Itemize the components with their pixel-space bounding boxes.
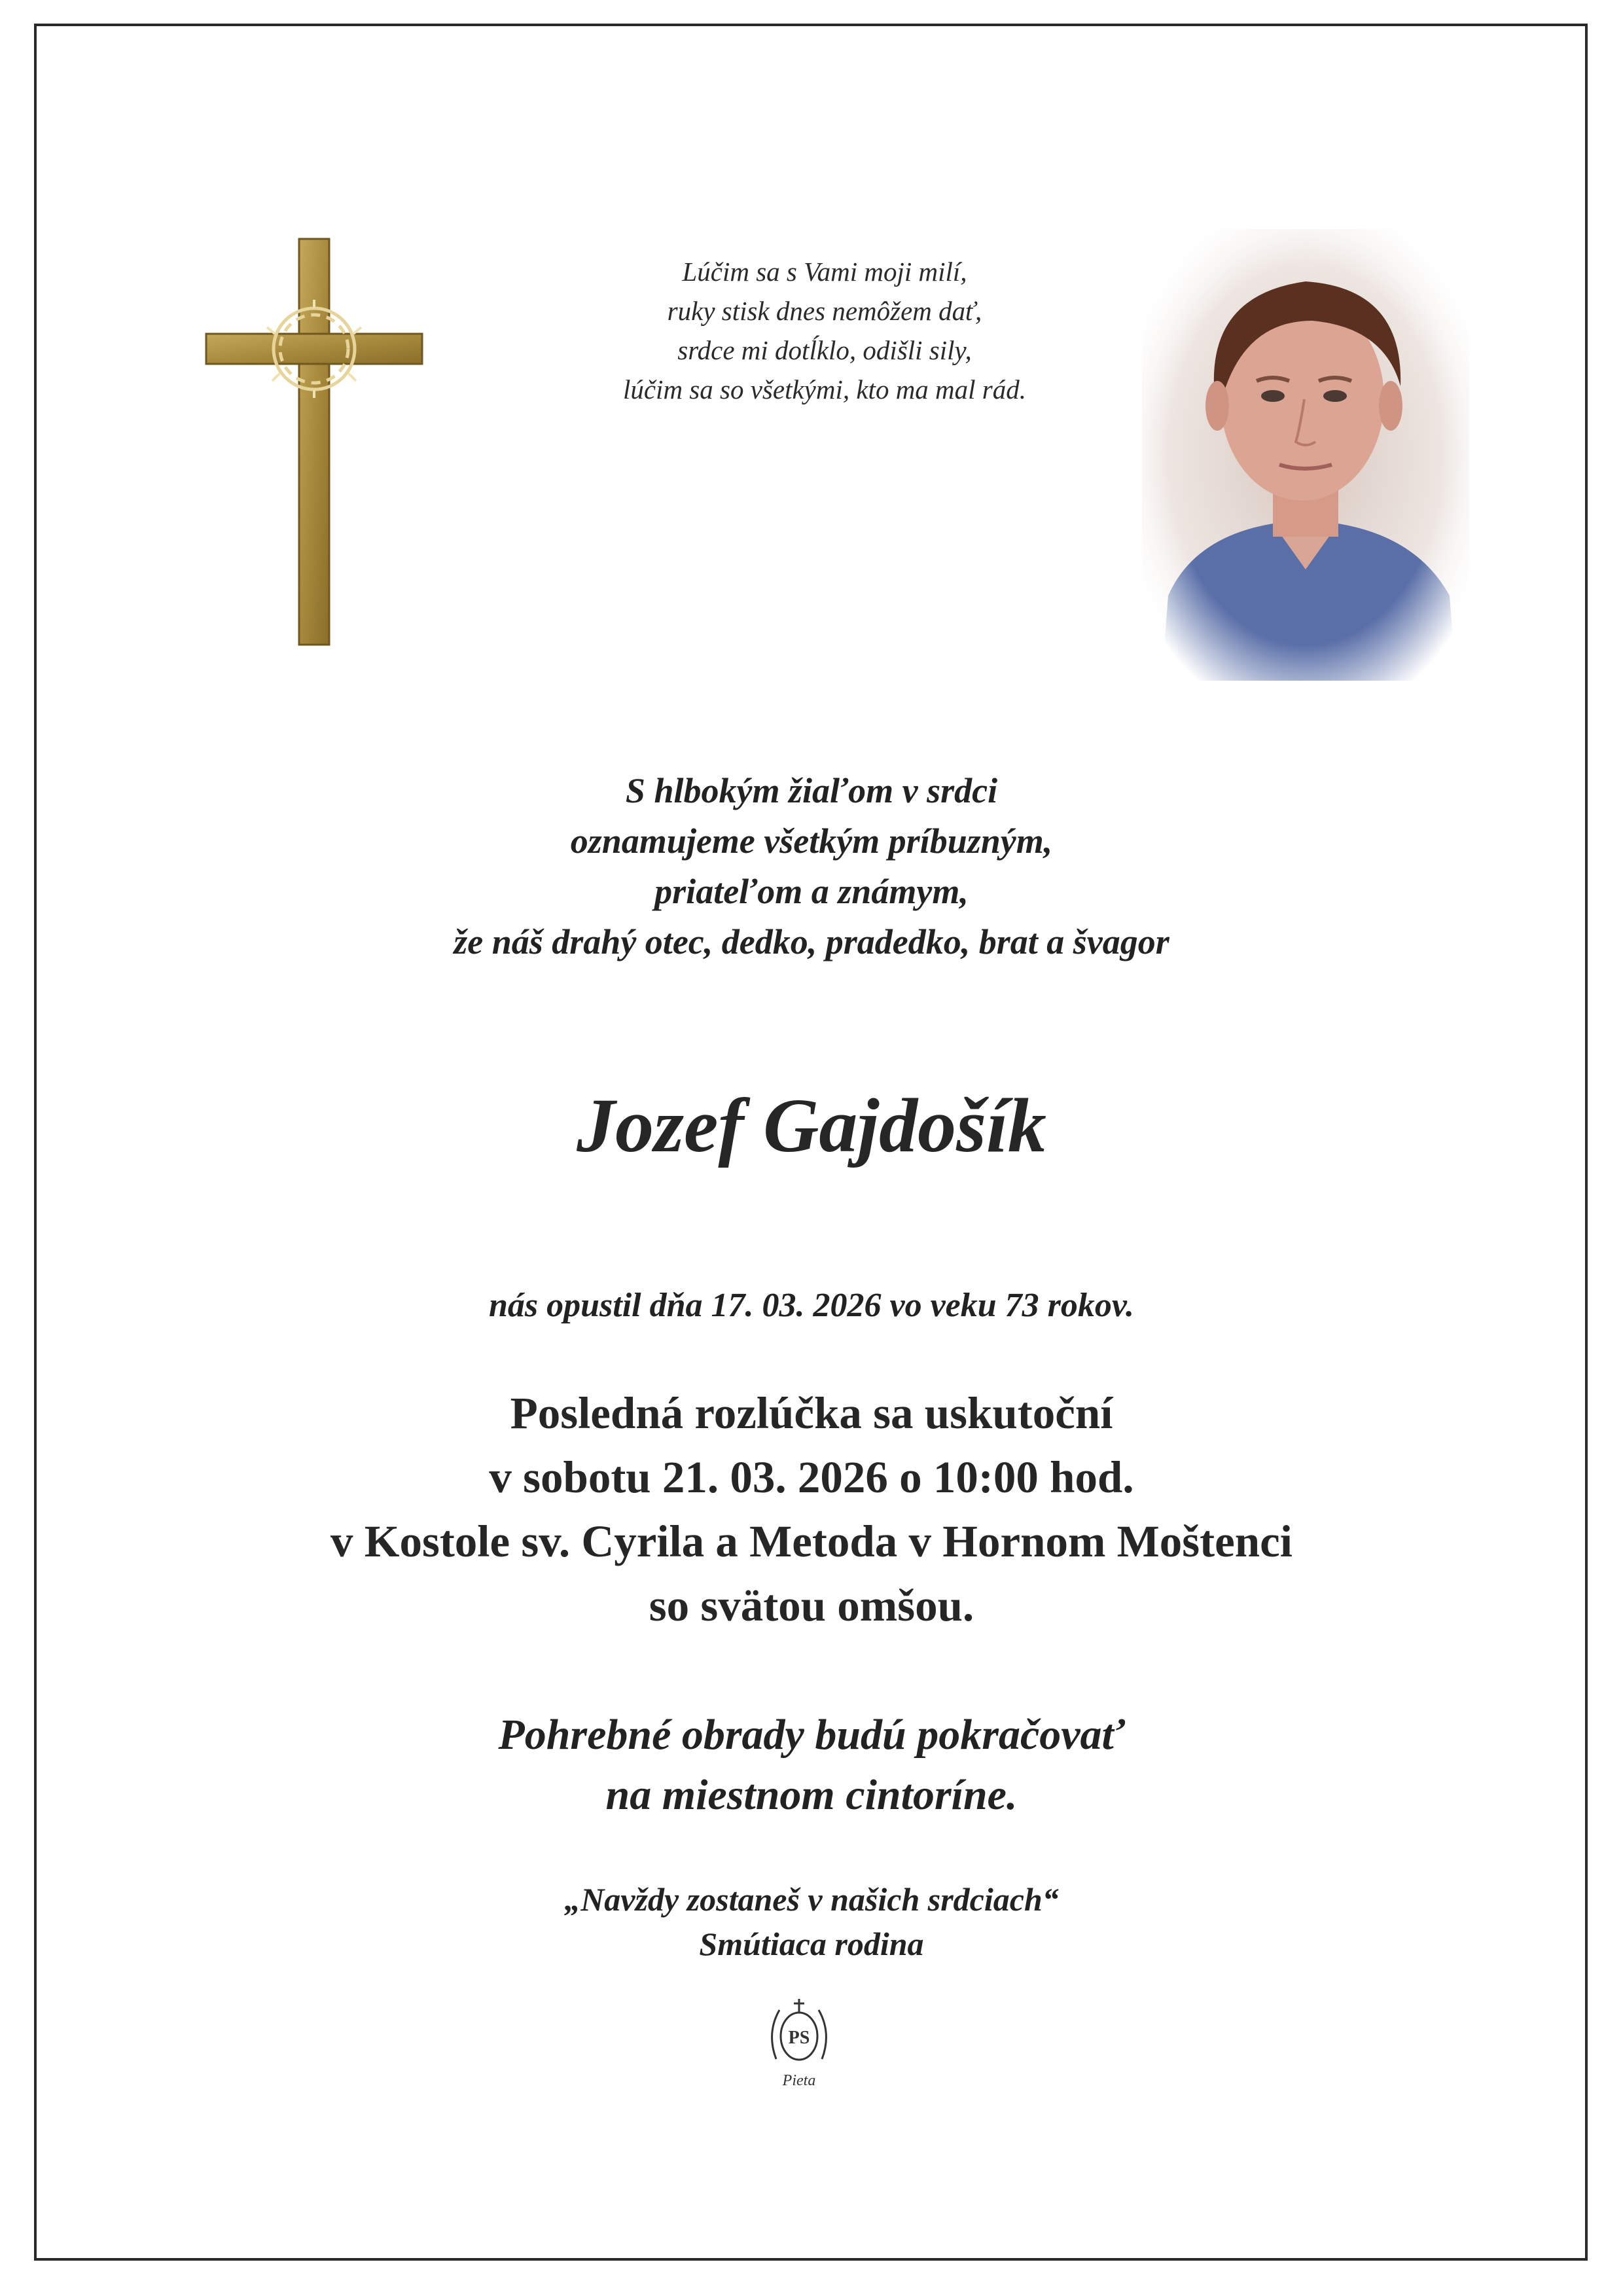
closing-quote: „Navždy zostaneš v našich srdciach“ (564, 1881, 1059, 1918)
ceremony-line: v sobotu 21. 03. 2026 o 10:00 hod. (489, 1452, 1134, 1502)
announcement-intro (196, 766, 1427, 967)
intro-line: priateľom a známym, (654, 872, 969, 911)
ceremony-line: so svätou omšou. (649, 1581, 974, 1630)
signature: Smútiaca rodina (699, 1926, 924, 1962)
poem-line: ruky stisk dnes nemôžem dať, (667, 296, 982, 326)
intro-line: že náš drahý otec, dedko, pradedko, brat a švagor (454, 922, 1169, 961)
logo-monogram: PS (788, 2028, 810, 2048)
ceremony-details (196, 1381, 1427, 1638)
intro-line: oznamujeme všetkým príbuzným, (570, 821, 1053, 861)
deceased-name: Jozef Gajdošík (577, 1083, 1046, 1168)
burial-line: na miestnom cintoríne. (605, 1771, 1018, 1819)
poem-line: Lúčim sa s Vami moji milí, (682, 257, 967, 287)
death-notice: nás opustil dňa 17. 03. 2026 vo veku 73 rokov. (488, 1287, 1135, 1324)
ceremony-line: v Kostole sv. Cyrila a Metoda v Hornom Moštenci (330, 1516, 1293, 1566)
burial-details (196, 1705, 1427, 1825)
logo-text: Pieta (782, 2072, 816, 2089)
ceremony-line: Posledná rozlúčka sa uskutoční (510, 1388, 1113, 1438)
portrait-photo (1142, 229, 1469, 681)
cross-icon (196, 236, 432, 648)
intro-line: S hlbokým žiaľom v srdci (625, 771, 998, 810)
pieta-logo (763, 1994, 835, 2092)
poem-line: lúčim sa so všetkými, kto ma mal rád. (622, 374, 1027, 404)
closing (196, 1877, 1427, 1966)
poem-line: srdce mi dotĺklo, odišli sily, (677, 335, 972, 365)
farewell-poem (497, 252, 1152, 409)
burial-line: Pohrebné obrady budú pokračovať (498, 1711, 1125, 1759)
